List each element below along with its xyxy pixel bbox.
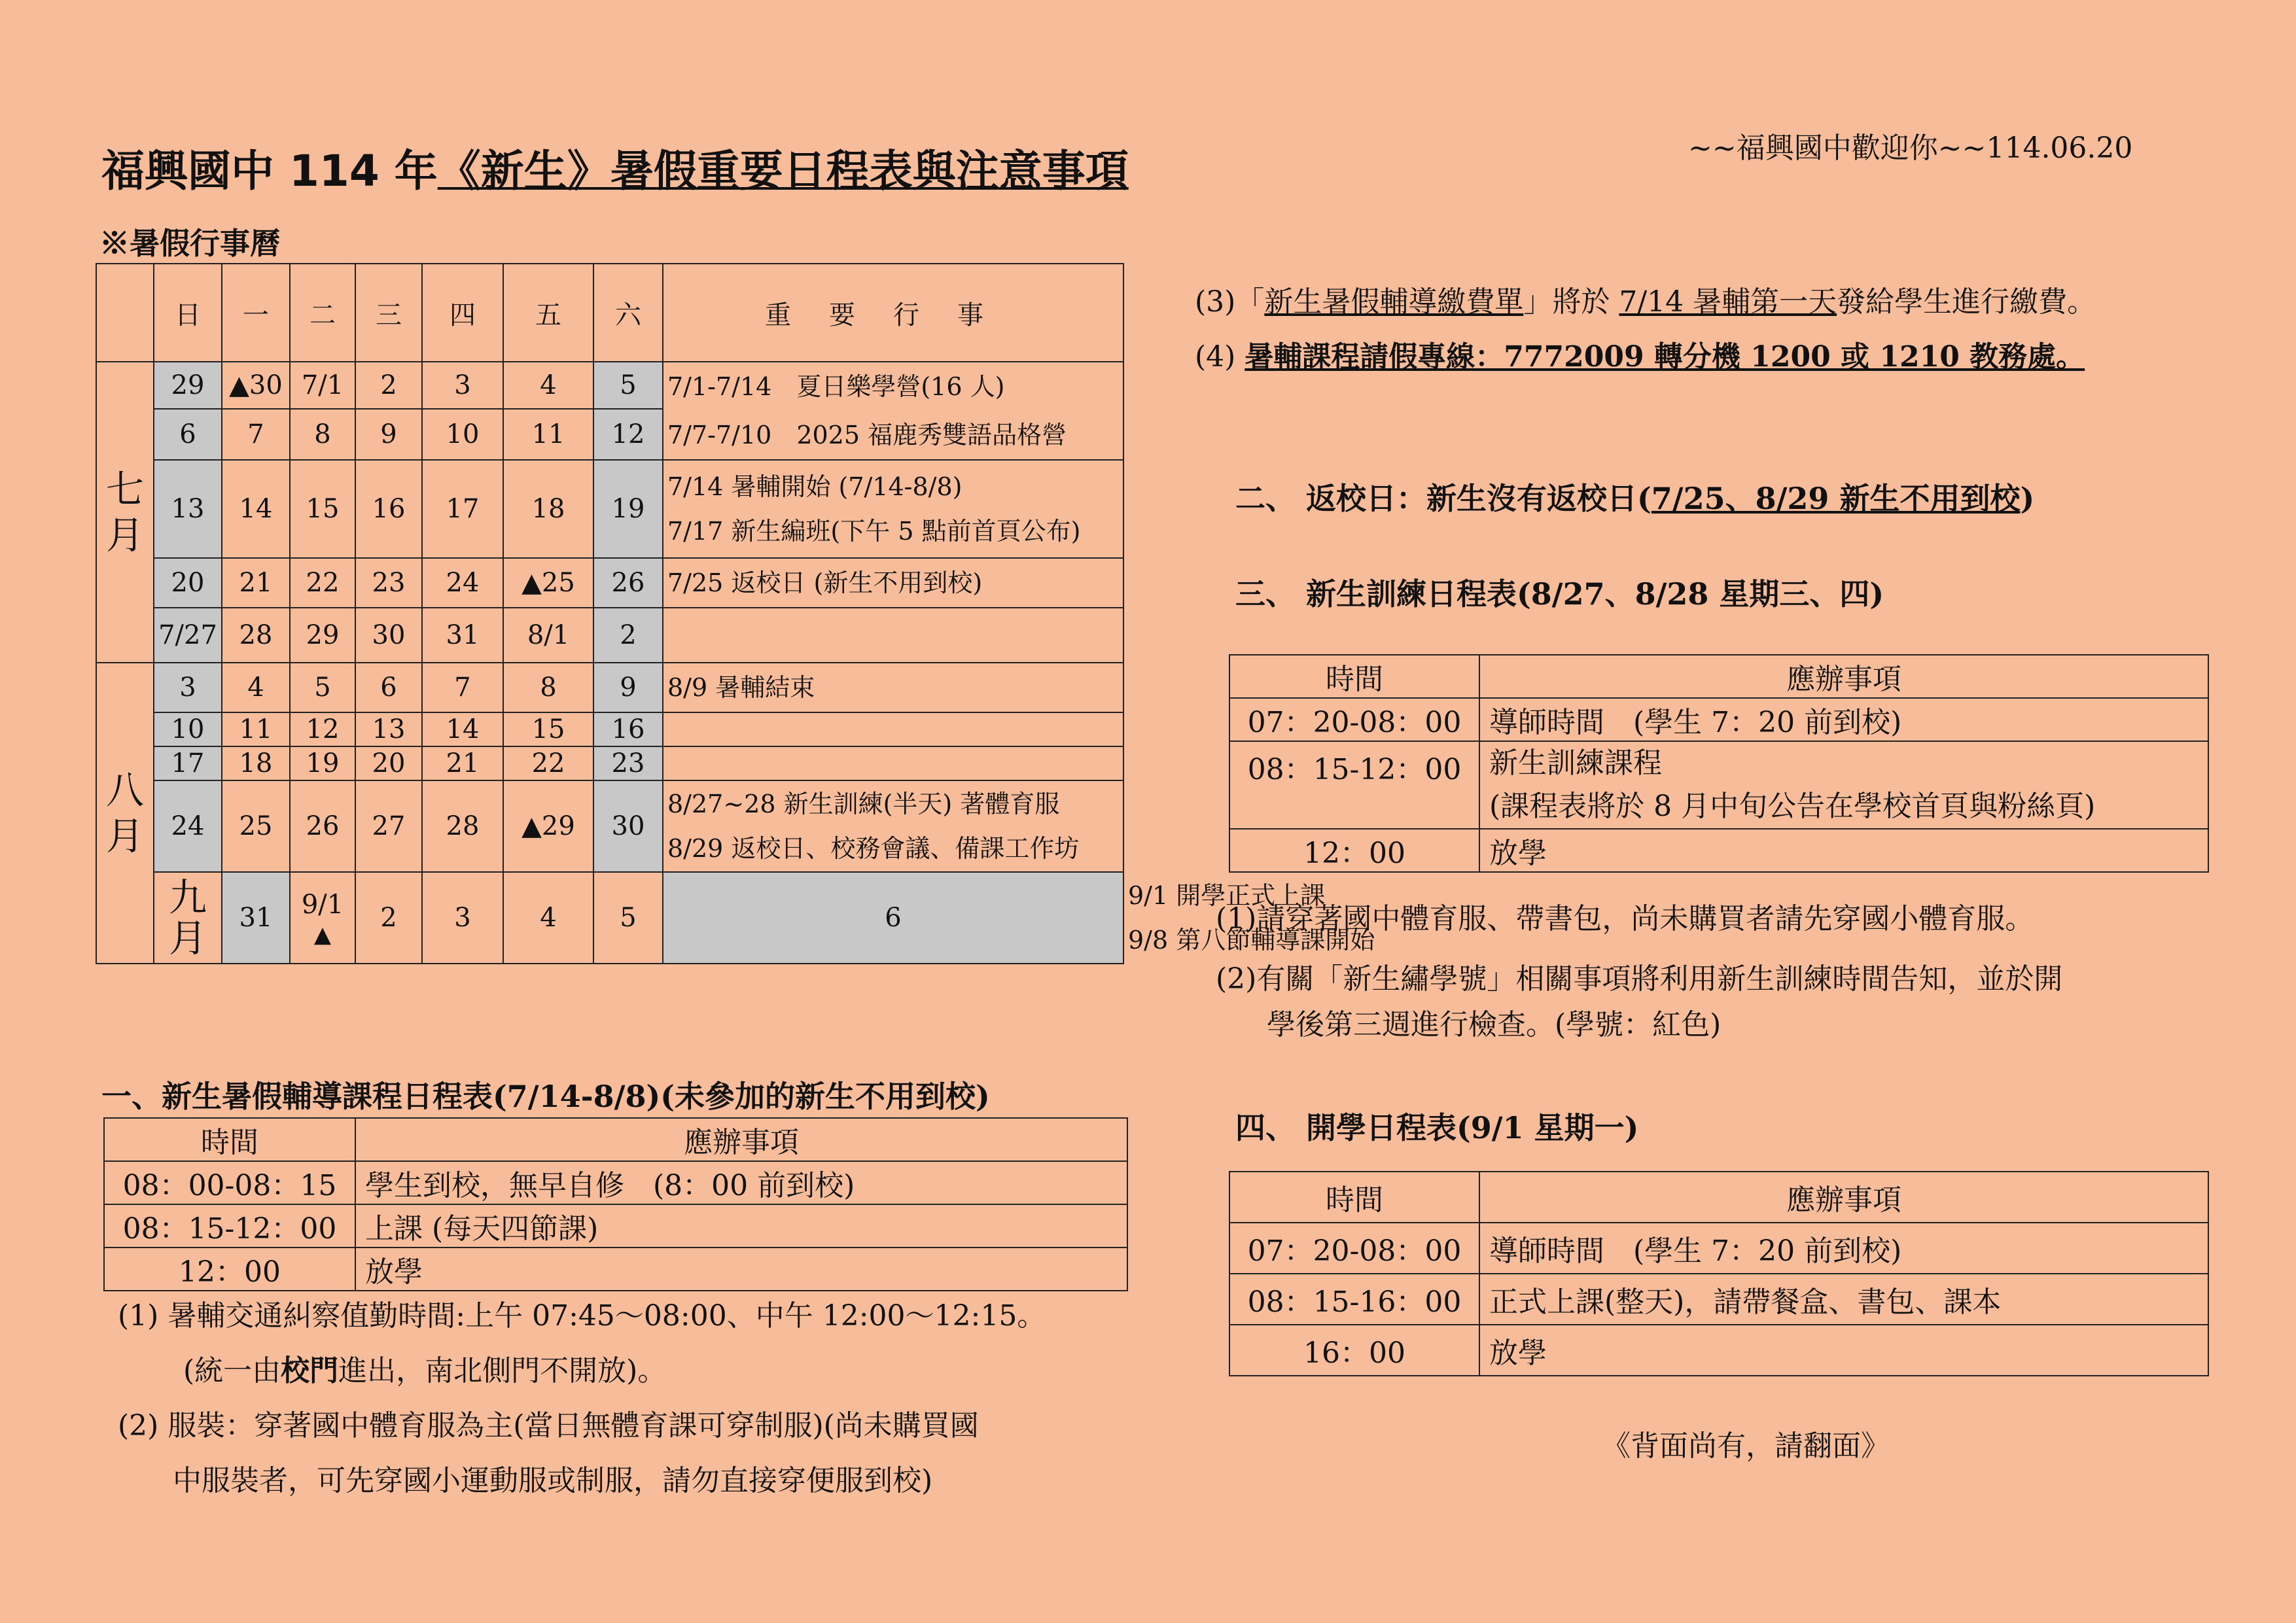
day-cell: 2 [355, 872, 422, 964]
section2-return-day: 二、 返校日：新生沒有返校日(7/25、8/29 新生不用到校) [1235, 481, 2035, 516]
day-cell: 24 [154, 780, 222, 872]
day-cell: 31 [422, 608, 503, 663]
day-cell: 16 [593, 712, 663, 746]
calendar-week [96, 780, 1123, 872]
day-cell: 18 [503, 460, 593, 558]
table-row: 12：00 放學 [1229, 829, 2208, 872]
section4-heading: 四、 開學日程表(9/1 星期一) [1235, 1110, 1639, 1145]
day-cell: 31 [222, 872, 290, 964]
day-cell: 28 [422, 780, 503, 872]
weekday-tue: 二 [290, 264, 355, 362]
calendar-week [96, 608, 1123, 663]
page-title: 福興國中 114 年《新生》暑假重要日程表與注意事項 [101, 146, 1129, 196]
events-aug-early: 8/9 暑輔結束 [663, 663, 1123, 712]
day-cell: 3 [154, 663, 222, 712]
calendar-week [96, 460, 1123, 558]
table-header: 應辦事項 [355, 1118, 1127, 1161]
note-traffic-duty: (1) 暑輔交通糾察值勤時間:上午 07:45～08:00、中午 12:00～12:15。 [118, 1299, 1046, 1333]
day-cell: 3 [422, 872, 503, 964]
day-cell: 18 [222, 746, 290, 780]
day-cell: 30 [593, 780, 663, 872]
month-september: 九月 [154, 872, 222, 964]
weekday-sun: 日 [154, 264, 222, 362]
section1-heading: 一、新生暑假輔導課程日程表(7/14-8/8)(未參加的新生不用到校) [101, 1079, 990, 1114]
tutoring-schedule-table [103, 1117, 1128, 1291]
day-cell: 13 [355, 712, 422, 746]
day-cell: 5 [290, 663, 355, 712]
day-cell: 12 [593, 409, 663, 460]
note-traffic-gate: (統一由校門進出，南北側門不開放)。 [183, 1354, 667, 1387]
day-cell: 10 [422, 409, 503, 460]
day-cell: 15 [503, 712, 593, 746]
day-cell: 7 [422, 663, 503, 712]
tutoring-notes [1195, 275, 2096, 385]
day-cell: 4 [503, 872, 593, 964]
day-cell: 10 [154, 712, 222, 746]
calendar-week [96, 746, 1123, 780]
first-day-schedule-table [1229, 1171, 2209, 1376]
section1-notes [118, 1289, 1046, 1509]
events-aug-late: 8/27~28 新生訓練(半天) 著體育服 8/29 返校日、校務會議、備課工作坊 [663, 780, 1123, 872]
table-header: 應辦事項 [1479, 655, 2208, 698]
month-august: 八月 [96, 663, 154, 964]
table-row: 08：00-08：15 學生到校，無早自修 (8：00 前到校) [104, 1161, 1127, 1204]
calendar-week: 九月 31 9/1 ▲ 2 3 4 5 6 9/1 開學正式上課 9/8 第八節輔導課開始 [96, 872, 1123, 964]
table-row: 08：15-12：00 上課 (每天四節課) [104, 1204, 1127, 1248]
events-july-late: 7/25 返校日 (新生不用到校) [663, 558, 1123, 608]
day-cell: 6 [663, 872, 1123, 964]
events-header: 重要行事 [663, 264, 1123, 362]
day-cell: 6 [355, 663, 422, 712]
table-row: 07：20-08：00 導師時間 (學生 7：20 前到校) [1229, 698, 2208, 741]
note-student-id-cont: 學後第三週進行檢查。(學號：紅色) [1267, 1008, 1722, 1041]
table-header: 時間 [104, 1118, 355, 1161]
day-cell: 7 [222, 409, 290, 460]
table-row: 16：00 放學 [1229, 1325, 2208, 1376]
day-cell: 8 [503, 663, 593, 712]
day-cell: 2 [355, 362, 422, 409]
day-cell: ▲29 [503, 780, 593, 872]
weekday-mon: 一 [222, 264, 290, 362]
day-cell: 8 [290, 409, 355, 460]
day-cell: 22 [290, 558, 355, 608]
note-orientation-dress: (1)請穿著國中體育服、帶書包，尚未購買者請先穿國小體育服。 [1216, 902, 2034, 935]
day-cell: 20 [355, 746, 422, 780]
page-title-underlined: 《新生》暑假重要日程表與注意事項 [437, 146, 1129, 196]
note-dress-code-cont: 中服裝者，可先穿國小運動服或制服，請勿直接穿便服到校) [173, 1464, 933, 1497]
events-empty [663, 746, 1123, 780]
day-cell: 8/1 [503, 608, 593, 663]
events-empty [663, 608, 1123, 663]
day-cell: 15 [290, 460, 355, 558]
calendar-caption: ※暑假行事曆 [99, 226, 280, 261]
orientation-schedule-table [1229, 654, 2209, 873]
events-july-early: 7/1-7/14 夏日樂學營(16 人) 7/7-7/10 2025 福鹿秀雙語品格營 [663, 362, 1123, 460]
day-cell: 28 [222, 608, 290, 663]
footer-turn-over: 《背面尚有，請翻面》 [1602, 1429, 1890, 1463]
table-row: 07：20-08：00 導師時間 (學生 7：20 前到校) [1229, 1223, 2208, 1274]
calendar-header-row [96, 264, 1123, 362]
day-cell: 17 [422, 460, 503, 558]
day-cell: 30 [355, 608, 422, 663]
day-cell: 26 [290, 780, 355, 872]
day-cell: 7/27 [154, 608, 222, 663]
day-cell: 20 [154, 558, 222, 608]
day-cell: 16 [355, 460, 422, 558]
day-cell: 23 [355, 558, 422, 608]
note-payment-slip: (3)「新生暑假輔導繳費單」將於 7/14 暑輔第一天發給學生進行繳費。 [1195, 285, 2096, 319]
dateline: ~~福興國中歡迎你~~114.06.20 [1688, 131, 2133, 165]
day-cell: 2 [593, 608, 663, 663]
day-cell: 3 [422, 362, 503, 409]
day-cell: 5 [593, 362, 663, 409]
day-cell: 26 [593, 558, 663, 608]
day-cell: 4 [222, 663, 290, 712]
section3-heading: 三、 新生訓練日程表(8/27、8/28 星期三、四) [1235, 576, 1884, 612]
day-cell: ▲25 [503, 558, 593, 608]
day-cell: 29 [154, 362, 222, 409]
triangle-marker-icon: ▲ [313, 922, 332, 948]
table-row: 08：15-12：00 新生訓練課程 (課程表將於 8 月中旬公告在學校首頁與粉絲頁) [1229, 741, 2208, 829]
calendar-week [96, 558, 1123, 608]
weekday-sat: 六 [593, 264, 663, 362]
calendar-week [96, 712, 1123, 746]
day-cell: 7/1 [290, 362, 355, 409]
weekday-thu: 四 [422, 264, 503, 362]
day-cell: 23 [593, 746, 663, 780]
day-cell: 5 [593, 872, 663, 964]
calendar-week [96, 362, 1123, 409]
day-cell: 22 [503, 746, 593, 780]
day-cell: 29 [290, 608, 355, 663]
day-cell: 21 [222, 558, 290, 608]
table-header: 時間 [1229, 1172, 1479, 1223]
note-student-id: (2)有關「新生繡學號」相關事項將利用新生訓練時間告知，並於開 [1216, 962, 2063, 996]
weekday-wed: 三 [355, 264, 422, 362]
table-header: 應辦事項 [1479, 1172, 2208, 1223]
day-cell: 24 [422, 558, 503, 608]
day-cell: 19 [593, 460, 663, 558]
weekday-fri: 五 [503, 264, 593, 362]
section3-notes [1216, 896, 2062, 1048]
calendar-week [96, 663, 1123, 712]
note-dress-code: (2) 服裝：穿著國中體育服為主(當日無體育課可穿制服)(尚未購買國 [118, 1409, 979, 1442]
day-cell: 27 [355, 780, 422, 872]
day-cell: 25 [222, 780, 290, 872]
day-cell: 19 [290, 746, 355, 780]
table-row: 12：00 放學 [104, 1248, 1127, 1291]
month-july: 七月 [96, 362, 154, 663]
table-row: 08：15-16：00 正式上課(整天)，請帶餐盒、書包、課本 [1229, 1274, 2208, 1325]
note-leave-hotline: (4) 暑輔課程請假專線：7772009 轉分機 1200 或 1210 教務處。 [1195, 340, 2085, 374]
day-cell: 14 [222, 460, 290, 558]
day-cell: 6 [154, 409, 222, 460]
day-cell: 13 [154, 460, 222, 558]
day-cell: ▲30 [222, 362, 290, 409]
events-empty [663, 712, 1123, 746]
day-cell: 11 [503, 409, 593, 460]
day-cell: 9 [355, 409, 422, 460]
events-july-mid: 7/14 暑輔開始 (7/14-8/8) 7/17 新生編班(下午 5 點前首頁公布) [663, 460, 1123, 558]
day-cell: 4 [503, 362, 593, 409]
day-cell: 14 [422, 712, 503, 746]
day-cell: 17 [154, 746, 222, 780]
day-cell: 21 [422, 746, 503, 780]
day-cell: 11 [222, 712, 290, 746]
day-cell: 9 [593, 663, 663, 712]
day-cell: 12 [290, 712, 355, 746]
table-header: 時間 [1229, 655, 1479, 698]
day-cell: 9/1 ▲ [290, 872, 355, 964]
